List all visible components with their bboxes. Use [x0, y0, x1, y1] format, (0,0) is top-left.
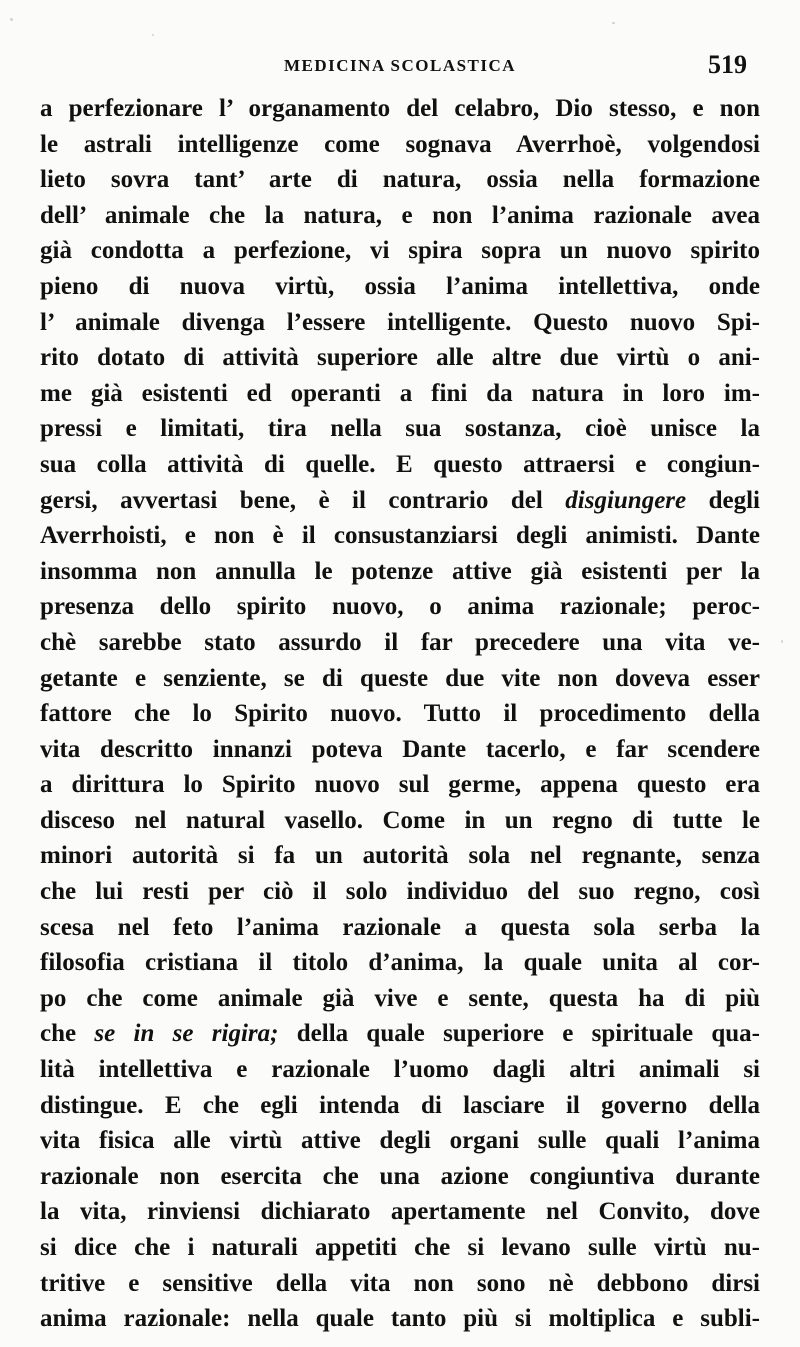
- paper-speck: [612, 22, 615, 24]
- text-line-segment: presenza dello spirito nuovo, o anima razionale; peroc-: [40, 593, 760, 621]
- text-line-segment: pieno di nuova virtù, ossia l’anima intellettiva, onde: [40, 272, 760, 300]
- text-line-segment: pressi e limitati, tira nella sua sostanza, cioè unisce la: [40, 415, 760, 443]
- text-line-segment: lieto sovra tant’ arte di natura, ossia nella formazione: [40, 166, 760, 194]
- text-line-segment: minori autorità si fa un autorità sola nel regnante, senza: [40, 842, 760, 870]
- text-line: [40, 661, 760, 697]
- text-line: [40, 162, 760, 198]
- text-line: [40, 838, 760, 874]
- text-line: [40, 1194, 760, 1230]
- text-line: [40, 340, 760, 376]
- text-line: [40, 732, 760, 768]
- body-text: [40, 91, 760, 1337]
- text-line-segment: razionale non esercita che una azione congiuntiva durante: [40, 1162, 760, 1190]
- italic-segment: disgiungere: [565, 486, 687, 514]
- text-line: [40, 198, 760, 234]
- text-line-segment: gersi, avvertasi bene, è il contrario del: [40, 486, 566, 514]
- running-header: [0, 50, 800, 90]
- text-line-segment: Averrhoisti, e non è il consustanziarsi degli animisti. Dante: [40, 522, 760, 550]
- text-line-segment: sua colla attività di quelle. E questo attraersi e congiun-: [40, 450, 760, 478]
- text-line: [40, 981, 760, 1017]
- paper-speck: [10, 18, 13, 21]
- text-line: [40, 1123, 760, 1159]
- text-line: [40, 305, 760, 341]
- text-line-segment: scesa nel feto l’anima razionale a questa sola serba la: [40, 913, 760, 941]
- text-line-segment: che lui resti per ciò il solo individuo del suo regno, così: [40, 878, 760, 906]
- text-line: [40, 589, 760, 625]
- text-line: [40, 874, 760, 910]
- text-line: [40, 376, 760, 412]
- text-line: [40, 233, 760, 269]
- text-line-segment: getante e senziente, se di queste due vite non doveva esser: [40, 664, 760, 692]
- text-line-segment: dell’ animale che la natura, e non l’anima razionale avea: [40, 201, 760, 229]
- text-line-segment: anima razionale: nella quale tanto più si moltiplica e subli-: [40, 1305, 760, 1333]
- text-line: [40, 518, 760, 554]
- text-line: [40, 1016, 760, 1052]
- text-line-segment: a perfezionare l’ organamento del celabro, Dio stesso, e non: [40, 95, 760, 122]
- text-line: [40, 411, 760, 447]
- text-line: [40, 91, 760, 127]
- text-line-segment: si dice che i naturali appetiti che si levano sulle virtù nu-: [40, 1234, 760, 1261]
- text-line: [40, 1230, 760, 1266]
- text-line-segment: la vita, rinviensi dichiarato apertamente nel Convito, dove: [40, 1198, 760, 1226]
- text-line: [40, 447, 760, 483]
- text-line-segment: già condotta a perfezione, vi spira sopra un nuovo spirito: [40, 237, 760, 265]
- text-line-segment: po che come animale già vive e sente, questa ha di più: [40, 984, 760, 1012]
- text-line-segment: insomma non annulla le potenze attive già esistenti per la: [40, 557, 760, 585]
- text-line-segment: lità intellettiva e razionale l’uomo dagli altri animali si: [40, 1056, 760, 1084]
- text-line-segment: fattore che lo Spirito nuovo. Tutto il procedimento della: [40, 700, 760, 728]
- text-line-segment: della quale superiore e spirituale qua-: [278, 1020, 760, 1048]
- text-line: [40, 269, 760, 305]
- italic-segment: se in se rigira;: [94, 1020, 279, 1048]
- text-line-segment: a dirittura lo Spirito nuovo sul germe, appena questo era: [40, 771, 760, 799]
- text-line: [40, 1052, 760, 1088]
- text-line: [40, 803, 760, 839]
- text-line-segment: tritive e sensitive della vita non sono nè debbono dirsi: [40, 1269, 760, 1297]
- text-line-segment: degli: [686, 486, 760, 514]
- text-line-segment: me già esistenti ed operanti a fini da natura in loro im-: [40, 379, 760, 407]
- text-line-segment: disceso nel natural vasello. Come in un regno di tutte le: [40, 806, 760, 834]
- page-number: 519: [708, 50, 747, 79]
- text-line: [40, 1088, 760, 1124]
- text-line-segment: l’ animale divenga l’essere intelligente. Questo nuovo Spi-: [40, 308, 760, 336]
- text-line: [40, 1266, 760, 1302]
- text-line-segment: le astrali intelligenze come sognava Averrhoè, volgendosi: [40, 130, 760, 158]
- text-line: [40, 554, 760, 590]
- paper-speck: [781, 640, 783, 643]
- text-line-segment: filosofia cristiana il titolo d’anima, la quale unita al cor-: [40, 949, 760, 977]
- text-line: [40, 1301, 760, 1337]
- text-line-segment: che: [40, 1020, 95, 1048]
- text-line: [40, 625, 760, 661]
- text-line: [40, 483, 760, 519]
- text-line-segment: vita descritto innanzi poteva Dante tacerlo, e far scendere: [40, 735, 760, 763]
- text-line: [40, 767, 760, 803]
- text-line: [40, 910, 760, 946]
- text-line-segment: chè sarebbe stato assurdo il far precedere una vita ve-: [40, 628, 760, 656]
- text-line-segment: rito dotato di attività superiore alle altre due virtù o ani-: [40, 344, 760, 372]
- text-line-segment: distingue. E che egli intenda di lasciare il governo della: [40, 1091, 760, 1119]
- running-title: MEDICINA SCOLASTICA: [284, 56, 517, 75]
- paper-speck: [152, 34, 154, 36]
- text-line: [40, 696, 760, 732]
- text-line: [40, 127, 760, 163]
- text-line: [40, 1159, 760, 1195]
- text-line-segment: vita fisica alle virtù attive degli organi sulle quali l’anima: [40, 1127, 760, 1155]
- text-line: [40, 945, 760, 981]
